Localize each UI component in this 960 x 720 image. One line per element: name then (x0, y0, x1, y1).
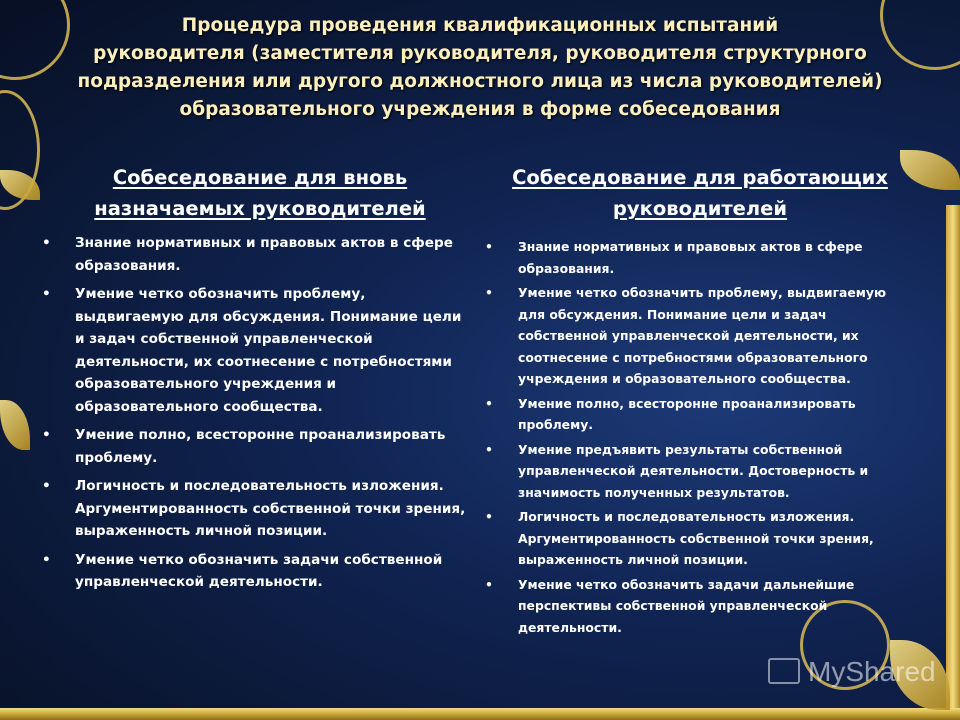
title-line: образовательного учреждения в форме собеседования (179, 99, 781, 120)
list-item (485, 506, 913, 571)
bullet-icon: • (485, 239, 493, 254)
list-item (42, 232, 475, 277)
list-item-text: Умение полно, всесторонне проанализировать проблему. (518, 395, 856, 432)
list-item (485, 236, 913, 279)
list-item-text: Умение предъявить результаты собственной управленческой деятельности. Достоверность и значимость полученных результатов. (518, 441, 869, 500)
list-item (42, 549, 475, 594)
list-item-text: Логичность и последовательность изложения. Аргументированность собственной точки зрения, выраженность личной позиции. (518, 509, 874, 567)
bullet-icon: • (485, 441, 493, 457)
list-item-text: Умение четко обозначить задачи собственной управленческой деятельности. (75, 551, 443, 590)
list-item-text: Знание нормативных и правовых актов в сфере образования. (518, 239, 863, 276)
list-item-text: Умение четко обозначить проблему, выдвигаемую для обсуждения. Понимание цели и задач собственной управленческой деятельности, их соотнесение с потребностями образовательного учреждения и образовательного сообщества. (518, 285, 887, 386)
left-bullet-list (42, 232, 475, 600)
list-item (485, 282, 913, 390)
slide-title (60, 12, 900, 124)
right-column-heading (495, 162, 905, 224)
bullet-icon: • (485, 395, 493, 411)
gold-frame-right (946, 205, 960, 720)
list-item-text: Умение четко обозначить проблему, выдвигаемую для обсуждения. Понимание цели и задач собственной управленческой деятельности, их соотнесение с потребностями образовательного учреждения и образовательного сообщества. (75, 286, 462, 415)
heading-line: Собеседование для работающих (512, 166, 888, 189)
right-bullet-list (485, 236, 913, 641)
bullet-icon: • (485, 285, 493, 300)
list-item (42, 475, 475, 543)
bullet-icon: • (42, 286, 51, 302)
list-item-text: Логичность и последовательность изложения. Аргументированность собственной точки зрения, выраженность личной позиции. (75, 478, 466, 539)
title-line: руководителя (заместителя руководителя, руководителя структурного (93, 43, 867, 64)
list-item-text: Умение четко обозначить задачи дальнейшие перспективы собственной управленческой деятельности. (518, 576, 855, 635)
gold-frame-bottom (0, 708, 960, 720)
presentation-icon (768, 658, 800, 684)
title-line: подразделения или другого должностного лица из числа руководителей) (77, 71, 883, 92)
bullet-icon: • (42, 551, 51, 568)
bullet-icon: • (485, 509, 493, 524)
list-item (485, 393, 913, 436)
list-item (42, 424, 475, 469)
heading-line: назначаемых руководителей (94, 197, 426, 220)
bullet-icon: • (42, 427, 51, 443)
list-item-text: Знание нормативных и правовых актов в сфере образования. (75, 235, 453, 274)
list-item (42, 283, 475, 418)
heading-line: Собеседование для вновь (112, 166, 408, 189)
heading-line: руководителей (612, 197, 788, 220)
list-item-text: Умение полно, всесторонне проанализировать проблему. (75, 427, 446, 466)
ornament-leaf (900, 150, 960, 190)
ornament-leaf (0, 400, 30, 450)
bullet-icon: • (42, 235, 51, 251)
left-column-heading (60, 162, 460, 224)
bullet-icon: • (485, 576, 493, 592)
title-line: Процедура проведения квалификационных испытаний (181, 15, 779, 36)
bullet-icon: • (42, 478, 51, 494)
watermark: MyShared (808, 656, 936, 687)
list-item (485, 574, 913, 639)
list-item (485, 439, 913, 504)
